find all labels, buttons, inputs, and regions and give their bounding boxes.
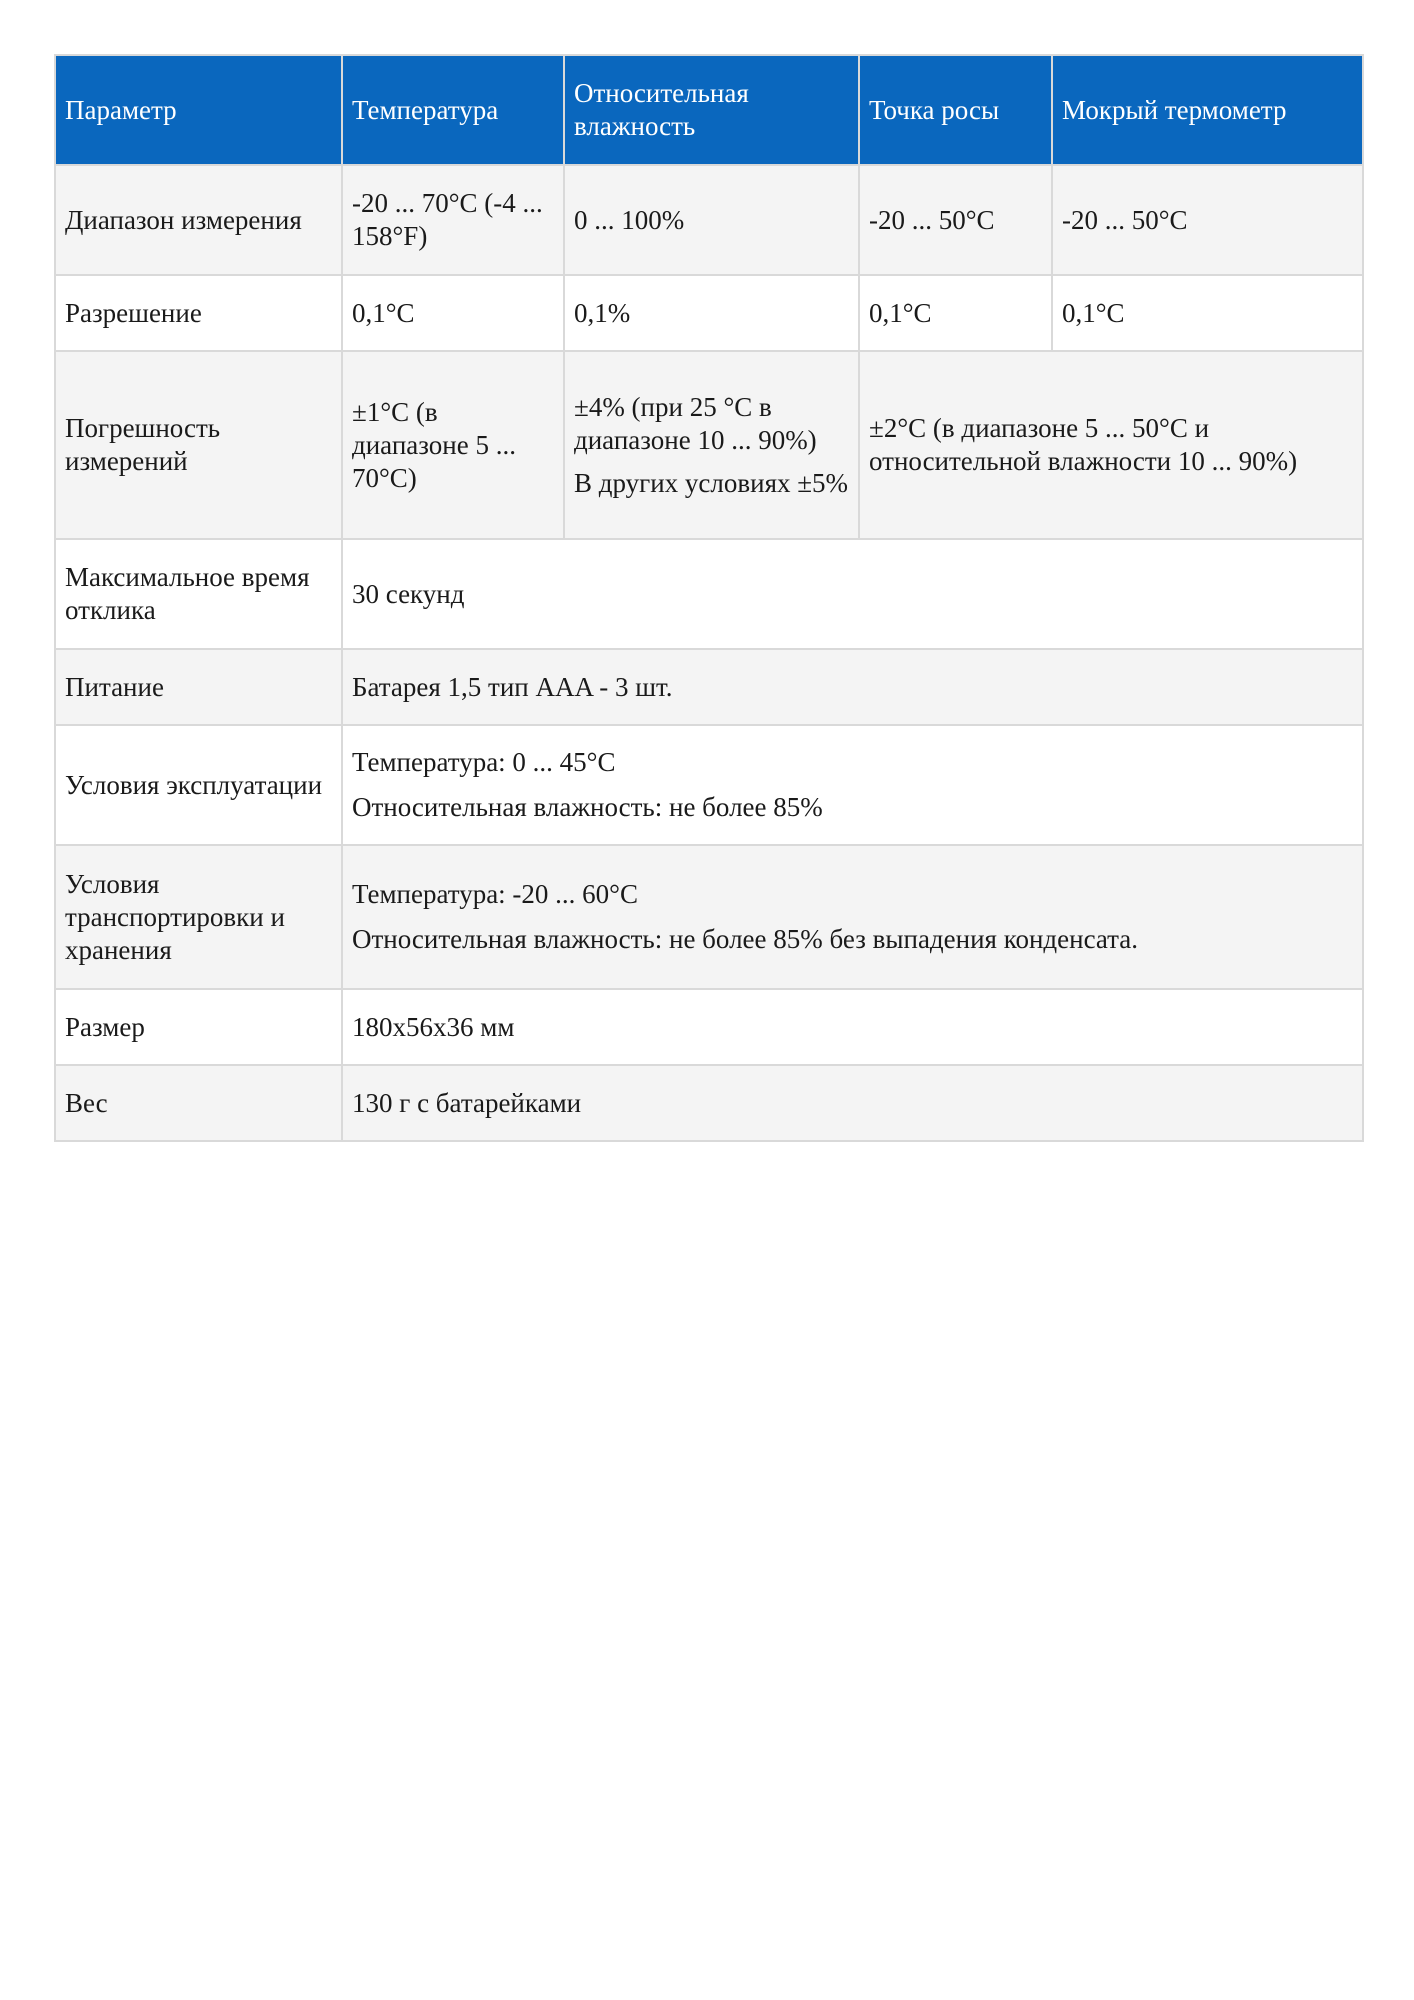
cell-humidity: 0,1% (564, 275, 859, 351)
storage-humidity: Относительная влажность: не более 85% без выпадения конденсата. (352, 924, 1139, 954)
table-row-weight (55, 1065, 1363, 1141)
table-row-range (55, 165, 1363, 275)
row-label: Питание (55, 649, 342, 725)
table-row-resolution (55, 275, 1363, 351)
cell-humidity: 0 ... 100% (564, 165, 859, 275)
row-label: Диапазон измерения (55, 165, 342, 275)
header-parameter: Параметр (55, 55, 342, 165)
table-row-response-time (55, 539, 1363, 649)
cell-temperature: -20 ... 70°C (-4 ... 158°F) (342, 165, 564, 275)
header-relative-humidity: Относительная влажность (564, 55, 859, 165)
cell-dew-point: -20 ... 50°C (859, 165, 1052, 275)
cell-dew-point: 0,1°C (859, 275, 1052, 351)
cell-wet-bulb: 0,1°C (1052, 275, 1363, 351)
cell-dew-wet-accuracy: ±2°C (в диапазоне 5 ... 50°C и относительной влажности 10 ... 90%) (859, 351, 1363, 539)
operating-temperature: Температура: 0 ... 45°C (352, 747, 616, 777)
cell-value (342, 845, 1363, 989)
header-dew-point: Точка росы (859, 55, 1052, 165)
humidity-accuracy-other: В других условиях ±5% (574, 467, 849, 498)
table-header-row (55, 55, 1363, 165)
cell-value: 130 г с батарейками (342, 1065, 1363, 1141)
cell-value: 180x56x36 мм (342, 989, 1363, 1065)
table-row-power (55, 649, 1363, 725)
operating-humidity: Относительная влажность: не более 85% (352, 792, 823, 822)
storage-temperature: Температура: -20 ... 60°C (352, 879, 638, 909)
row-label: Разрешение (55, 275, 342, 351)
row-label: Максимальное время отклика (55, 539, 342, 649)
specifications-table (54, 54, 1364, 1142)
cell-value (342, 725, 1363, 845)
cell-humidity (564, 351, 859, 539)
header-wet-bulb: Мокрый термометр (1052, 55, 1363, 165)
cell-value: 30 секунд (342, 539, 1363, 649)
table-row-transport-storage (55, 845, 1363, 989)
header-temperature: Температура (342, 55, 564, 165)
cell-value: Батарея 1,5 тип AAA - 3 шт. (342, 649, 1363, 725)
cell-temperature: 0,1°C (342, 275, 564, 351)
table-row-accuracy (55, 351, 1363, 539)
row-label: Условия транспортировки и хранения (55, 845, 342, 989)
row-label: Вес (55, 1065, 342, 1141)
table-row-operating-conditions (55, 725, 1363, 845)
row-label: Погрешность измерений (55, 351, 342, 539)
table-row-size (55, 989, 1363, 1065)
cell-temperature: ±1°C (в диапазоне 5 ... 70°C) (342, 351, 564, 539)
row-label: Размер (55, 989, 342, 1065)
humidity-accuracy-primary: ±4% (при 25 °C в диапазоне 10 ... 90%) (574, 391, 817, 455)
cell-wet-bulb: -20 ... 50°C (1052, 165, 1363, 275)
row-label: Условия эксплуатации (55, 725, 342, 845)
